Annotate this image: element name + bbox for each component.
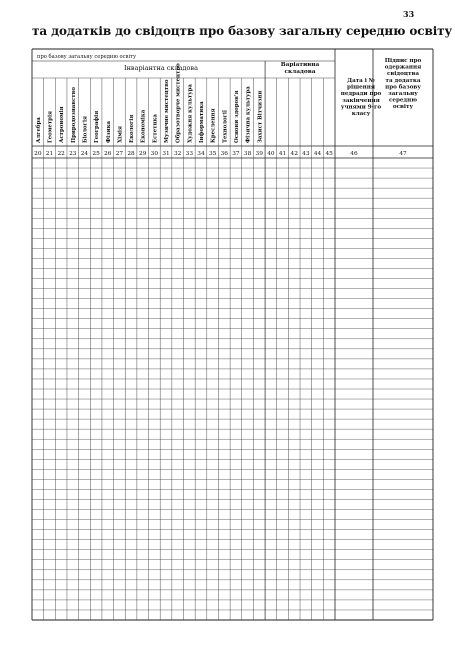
column-number: 45: [325, 150, 333, 157]
subject-header: Інформатика: [198, 101, 205, 143]
column-number: 33: [185, 150, 194, 157]
column-number: 21: [45, 150, 54, 157]
table-grid: [32, 49, 433, 620]
subject-header: Креслення: [210, 108, 217, 143]
invariant-header: Інваріантна складова: [124, 64, 198, 72]
column-number: 20: [34, 150, 42, 157]
subject-header: Фізика: [105, 121, 112, 143]
subject-header: Основи здоров'я: [233, 90, 240, 143]
column-number: 30: [150, 150, 159, 157]
signature-header: Підпис про одержання свідоцтва та додатка про базову загальну середню освіту: [384, 58, 422, 111]
column-number: 37: [232, 150, 240, 157]
subject-header: Музичне мистецтво: [164, 79, 171, 143]
column-number: 22: [57, 150, 65, 157]
subject-header: Технології: [222, 110, 229, 143]
column-number: 46: [350, 150, 358, 157]
column-number: 27: [115, 150, 124, 157]
page-number: 33: [403, 9, 415, 19]
column-number: 44: [313, 150, 322, 157]
subject-header: Художня культура: [187, 84, 194, 143]
column-number: 38: [243, 150, 252, 157]
column-number: 26: [104, 150, 112, 157]
column-number: 41: [278, 150, 287, 157]
date-header: Дата і № рішення педради про закінчення учнями 9-го класу: [340, 78, 382, 117]
column-number: 36: [220, 150, 228, 157]
variative-header: Варіативна складова: [280, 62, 320, 75]
subject-header: Хімія: [117, 126, 124, 143]
column-number: 24: [80, 150, 89, 157]
subject-header: Фізична культура: [245, 86, 252, 143]
column-number: 34: [197, 150, 205, 157]
column-number: 40: [267, 150, 275, 157]
column-number: 29: [139, 150, 147, 157]
column-number: 25: [92, 150, 100, 157]
subject-header: Географія: [94, 110, 101, 143]
subject-header: Екологія: [129, 114, 136, 143]
page-title: та додатків до свідоцтв про базову загальну середню освіту: [32, 24, 453, 38]
column-number: 31: [162, 150, 170, 157]
column-number: 43: [302, 150, 310, 157]
subject-header: Астрономія: [59, 106, 66, 143]
subject-header: Захист Вітчизни: [257, 90, 264, 143]
subject-header: Геометрія: [47, 111, 54, 143]
subject-header: Економіка: [140, 109, 147, 143]
top-header: про базову загальну середню освіту: [37, 54, 137, 60]
subject-header: Біологія: [82, 116, 89, 143]
column-number: 23: [69, 150, 77, 157]
column-number: 42: [290, 150, 298, 157]
column-number-row: [34, 151, 407, 157]
subject-header: Образотворче мистецтво: [175, 63, 182, 143]
column-number: 28: [127, 150, 135, 157]
subject-header: Естетика: [152, 114, 159, 143]
subject-header: Алгебра: [35, 117, 42, 143]
subject-headers: [35, 63, 263, 143]
column-number: 35: [208, 150, 217, 157]
subject-header: Природознавство: [70, 87, 77, 143]
column-number: 47: [399, 150, 407, 157]
column-number: 32: [173, 150, 182, 157]
column-number: 39: [255, 150, 263, 157]
